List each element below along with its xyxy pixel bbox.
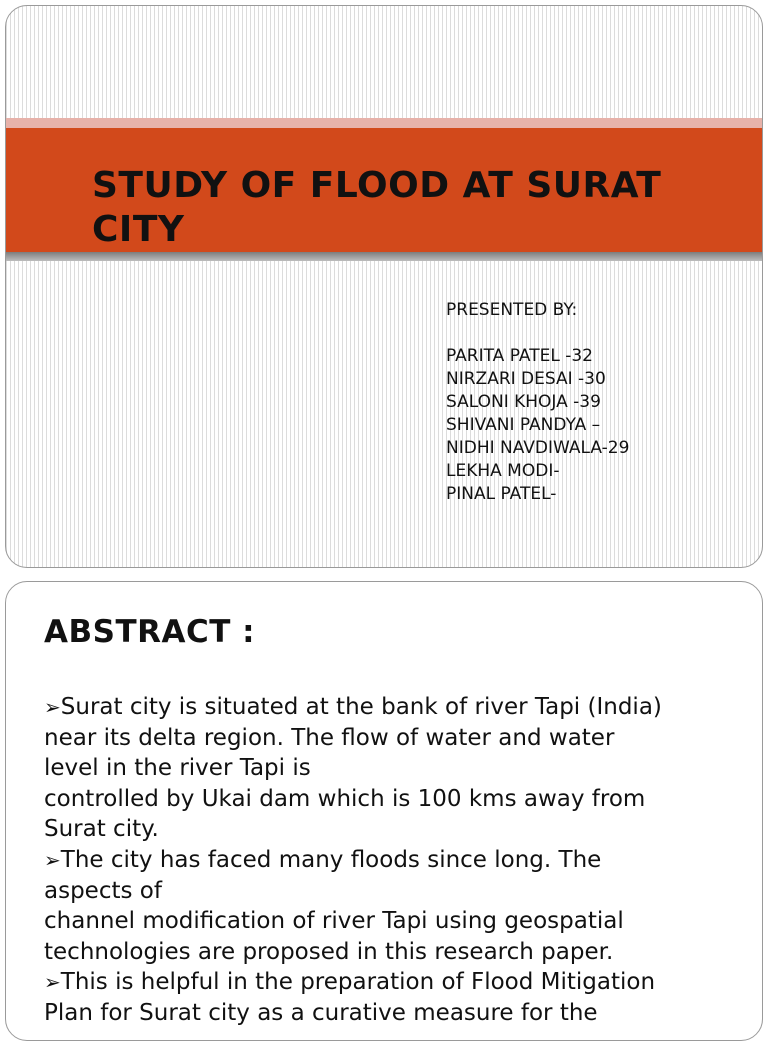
presenter-name: LEKHA MODI- <box>446 461 560 481</box>
presenter-name: NIDHI NAVDIWALA-29 <box>446 438 630 458</box>
abstract-line-text: This is helpful in the preparation of Flood Mitigation <box>60 969 656 996</box>
presenter-name: NIRZARI DESAI -30 <box>446 369 606 389</box>
title-band-shadow <box>6 252 762 261</box>
abstract-line-text: Surat city is situated at the bank of river Tapi (India) <box>60 694 662 720</box>
arrow-bullet-icon: ➢ <box>44 695 61 719</box>
slide-title-line-1: STUDY OF FLOOD AT SURAT <box>92 165 662 206</box>
presenter-name: SALONI KHOJA -39 <box>446 392 601 412</box>
abstract-body <box>44 692 749 1029</box>
abstract-line-text: near its delta region. The flow of water and water <box>44 724 615 751</box>
abstract-line <box>44 967 749 998</box>
abstract-line <box>44 692 749 723</box>
slide-title <box>92 164 732 252</box>
presenter-name: SHIVANI PANDYA – <box>446 415 601 435</box>
slide-title-line-2: CITY <box>92 209 185 250</box>
abstract-line-text: level in the river Tapi is <box>44 755 311 782</box>
presenters-block <box>446 299 746 506</box>
title-slide <box>5 5 763 568</box>
abstract-line-text: aspects of <box>44 877 162 904</box>
abstract-line-text: technologies are proposed in this research paper. <box>44 938 614 965</box>
presenter-name: PARITA PATEL -32 <box>446 346 593 366</box>
abstract-line <box>44 906 749 937</box>
arrow-bullet-icon: ➢ <box>44 847 61 872</box>
presented-by-label: PRESENTED BY: <box>446 300 578 320</box>
abstract-line <box>44 784 749 815</box>
abstract-line <box>44 814 749 845</box>
arrow-bullet-icon: ➢ <box>44 970 61 995</box>
abstract-line <box>44 845 749 876</box>
abstract-line-text: The city has faced many floods since long. The <box>60 846 602 873</box>
abstract-line-text: controlled by Ukai dam which is 100 kms away from <box>44 785 646 812</box>
abstract-line <box>44 723 749 754</box>
abstract-heading: ABSTRACT : <box>44 614 256 650</box>
title-band-highlight <box>6 118 762 128</box>
abstract-slide <box>5 581 763 1041</box>
abstract-line-text: channel modification of river Tapi using geospatial <box>44 908 624 935</box>
abstract-line <box>44 753 749 784</box>
presenter-name: PINAL PATEL- <box>446 484 557 504</box>
abstract-line-text: Plan for Surat city as a curative measure for the <box>44 999 598 1026</box>
abstract-line <box>44 937 749 968</box>
abstract-line <box>44 876 749 907</box>
abstract-line-text: Surat city. <box>44 816 159 843</box>
presenters-spacer <box>446 322 746 345</box>
